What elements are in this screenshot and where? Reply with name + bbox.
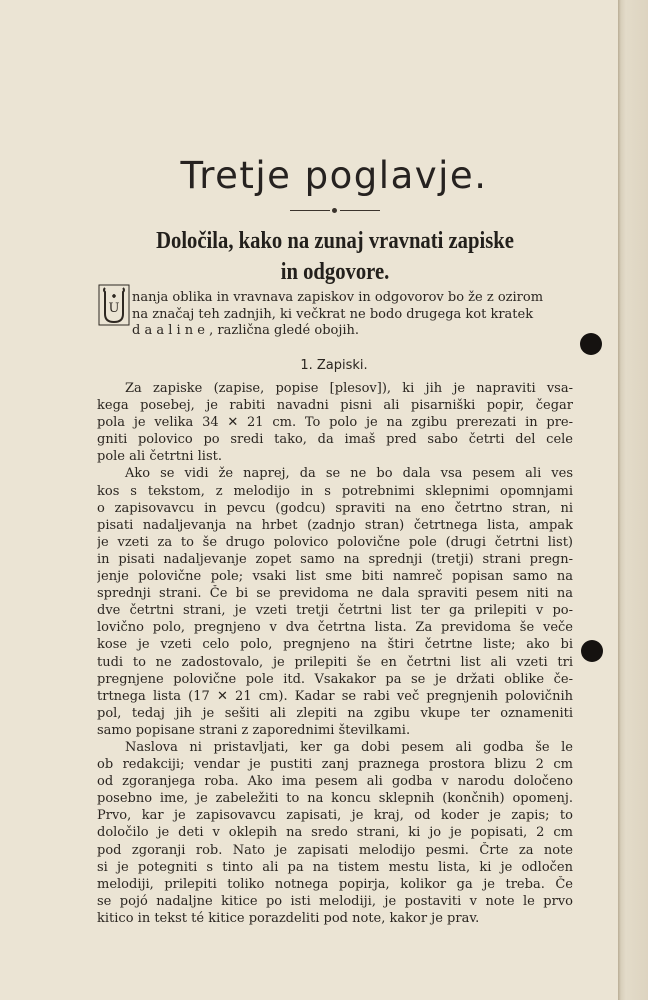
binding-hole-lower	[581, 640, 603, 662]
text-line: kega posebej, je rabiti navadni pisni ali pisarniški popir, čegar	[97, 398, 573, 414]
text-line: in pisati nadaljevanje zopet samo na sprednji (tretji) strani pregn-	[97, 551, 573, 567]
section-heading	[142, 226, 529, 288]
text-line: Prvo, kar je zapisovavcu zapisati, je kraj, od koder je zapis; to	[97, 808, 573, 824]
text-line: si je potegniti s tinto ali pa na tistem mestu lista, ki je odločen	[97, 859, 573, 875]
chapter-title: Tretje poglavje.	[180, 154, 488, 197]
text-line: lovično polo, pregnjeno v dva četrtna lista. Za previdoma še veče	[97, 620, 573, 636]
title-ornament	[290, 208, 380, 214]
page-edge	[618, 0, 648, 1000]
text-line: tudi to ne zadostovalo, je prilepiti še en četrtni list ali vzeti tri	[97, 654, 573, 670]
body-text	[97, 380, 573, 927]
subsection-title: 1. Zapiski.	[300, 358, 368, 373]
text-line: jenje polovične pole; vsaki list sme biti namreč popisan samo na	[97, 569, 573, 585]
text-line: dve četrtni strani, je vzeti tretji četrtni list ter ga prilepiti v po-	[97, 603, 573, 619]
text-line: Za zapiske (zapise, popise [plesov]), ki jih je napraviti vsa-	[125, 381, 573, 396]
intro-line: d a a l i n e , različna gledé obojih.	[132, 323, 360, 338]
text-line: določilo je deti v oklepih na sredo strani, ki jo je popisati, 2 cm	[97, 825, 573, 841]
text-line: posebno ime, je zabeležiti to na koncu sklepnih (končnih) opomenj.	[97, 791, 573, 807]
text-line: od zgoranjega roba. Ako ima pesem ali godba v narodu določeno	[97, 774, 573, 790]
text-line: kitico in tekst té kitice porazdeliti pod note, kakor je prav.	[97, 910, 480, 926]
intro-line: nanja oblika in vravnava zapiskov in odgovorov bo že z ozirom	[132, 290, 544, 305]
text-line: samo popisane strani z zaporednimi številkami.	[97, 722, 411, 738]
text-line: pola je velika 34 ✕ 21 cm. To polo je na zgibu prerezati in pre-	[97, 415, 573, 431]
section-heading-line-2: in odgovore.	[280, 259, 390, 285]
text-line: ob redakciji; vendar je pustiti zanj praznega prostora blizu 2 cm	[97, 757, 573, 773]
intro-line: na značaj teh zadnjih, ki večkrat ne bodo drugega kot kratek	[132, 306, 534, 322]
text-line: trtnega lista (17 ✕ 21 cm). Kadar se rabi več pregnjenih polovičnih	[97, 688, 573, 704]
text-line: pisati nadaljevanja na hrbet (zadnjo stran) četrtnega lista, ampak	[97, 517, 573, 533]
text-line: pole ali četrtni list.	[97, 449, 222, 465]
binding-hole-upper	[580, 333, 602, 355]
text-line: pol, tedaj jih je sešiti ali zlepiti na zgibu vkupe ter oznameniti	[97, 705, 573, 721]
text-line: o zapisovavcu in pevcu (godcu) spraviti na eno četrtno stran, ni	[97, 500, 573, 516]
svg-text:U: U	[108, 301, 120, 316]
section-heading-line-1: Določila, kako na zunaj vravnati zapiske	[156, 228, 514, 254]
decorative-initial	[98, 284, 130, 326]
text-line: je vzeti za to še drugo polovico polovične pole (drugi četrtni list)	[97, 534, 573, 550]
intro-paragraph	[132, 290, 582, 340]
text-line: pod zgoranji rob. Nato je zapisati melodijo pesmi. Črte za note	[97, 842, 573, 858]
text-line: sprednji strani. Če bi se previdoma ne dala spraviti pesem niti na	[97, 586, 573, 602]
text-line: se pojó nadaljne kitice po isti melodiji, je postaviti v note le prvo	[97, 893, 573, 909]
text-line: Naslova ni pristavljati, ker ga dobi pesem ali godba še le	[125, 739, 573, 755]
text-line: Ako se vidi že naprej, da se ne bo dala vsa pesem ali ves	[125, 466, 573, 482]
text-line: melodiji, prilepiti toliko notnega popirja, kolikor ga je treba. Če	[97, 876, 573, 892]
text-line: gniti polovico po sredi tako, da imaš pred sabo četrti del cele	[97, 432, 573, 448]
text-line: kos s tekstom, z melodijo in s potrebnimi sklepnimi opomnjami	[97, 483, 573, 499]
text-line: pregnjene polovične pole itd. Vsakakor pa se je držati oblike če-	[97, 671, 573, 687]
text-line: kose je vzeti celo polo, pregnjeno na štiri četrtne liste; ako bi	[97, 637, 573, 653]
